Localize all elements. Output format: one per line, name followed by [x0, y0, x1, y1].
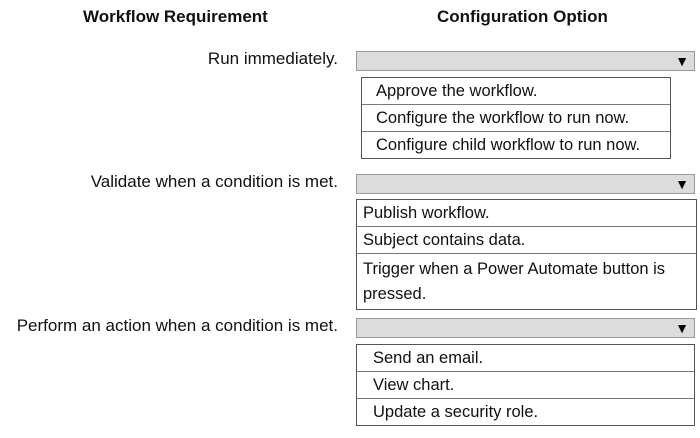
chevron-down-icon[interactable]: ▼ [675, 53, 689, 69]
option-item[interactable]: Trigger when a Power Automate button is pressed. [357, 253, 696, 309]
requirement-validate-condition: Validate when a condition is met. [90, 172, 338, 191]
option-item[interactable]: Subject contains data. [357, 226, 696, 253]
options-list-run-immediately [361, 77, 671, 159]
requirement-run-immediately: Run immediately. [207, 49, 338, 68]
option-item[interactable]: Approve the workflow. [376, 82, 538, 100]
option-item[interactable]: Send an email. [373, 349, 484, 367]
dropdown-perform-action[interactable] [356, 318, 695, 338]
header-workflow-requirement: Workflow Requirement [83, 7, 268, 26]
option-item[interactable]: Update a security role. [357, 398, 694, 425]
dropdown-validate-condition[interactable] [356, 174, 695, 194]
dropdown-run-immediately[interactable] [356, 51, 695, 71]
option-item[interactable]: Configure child workflow to run now. [362, 131, 670, 158]
chevron-down-icon[interactable]: ▼ [675, 176, 689, 192]
options-list-validate-condition [356, 199, 697, 310]
options-list-perform-action [356, 344, 695, 426]
header-configuration-option: Configuration Option [437, 7, 608, 26]
option-item[interactable]: Publish workflow. [363, 204, 490, 222]
chevron-down-icon[interactable]: ▼ [675, 320, 689, 336]
option-item[interactable]: Configure the workflow to run now. [362, 104, 670, 131]
option-item[interactable]: View chart. [357, 371, 694, 398]
requirement-perform-action: Perform an action when a condition is met. [16, 316, 338, 335]
